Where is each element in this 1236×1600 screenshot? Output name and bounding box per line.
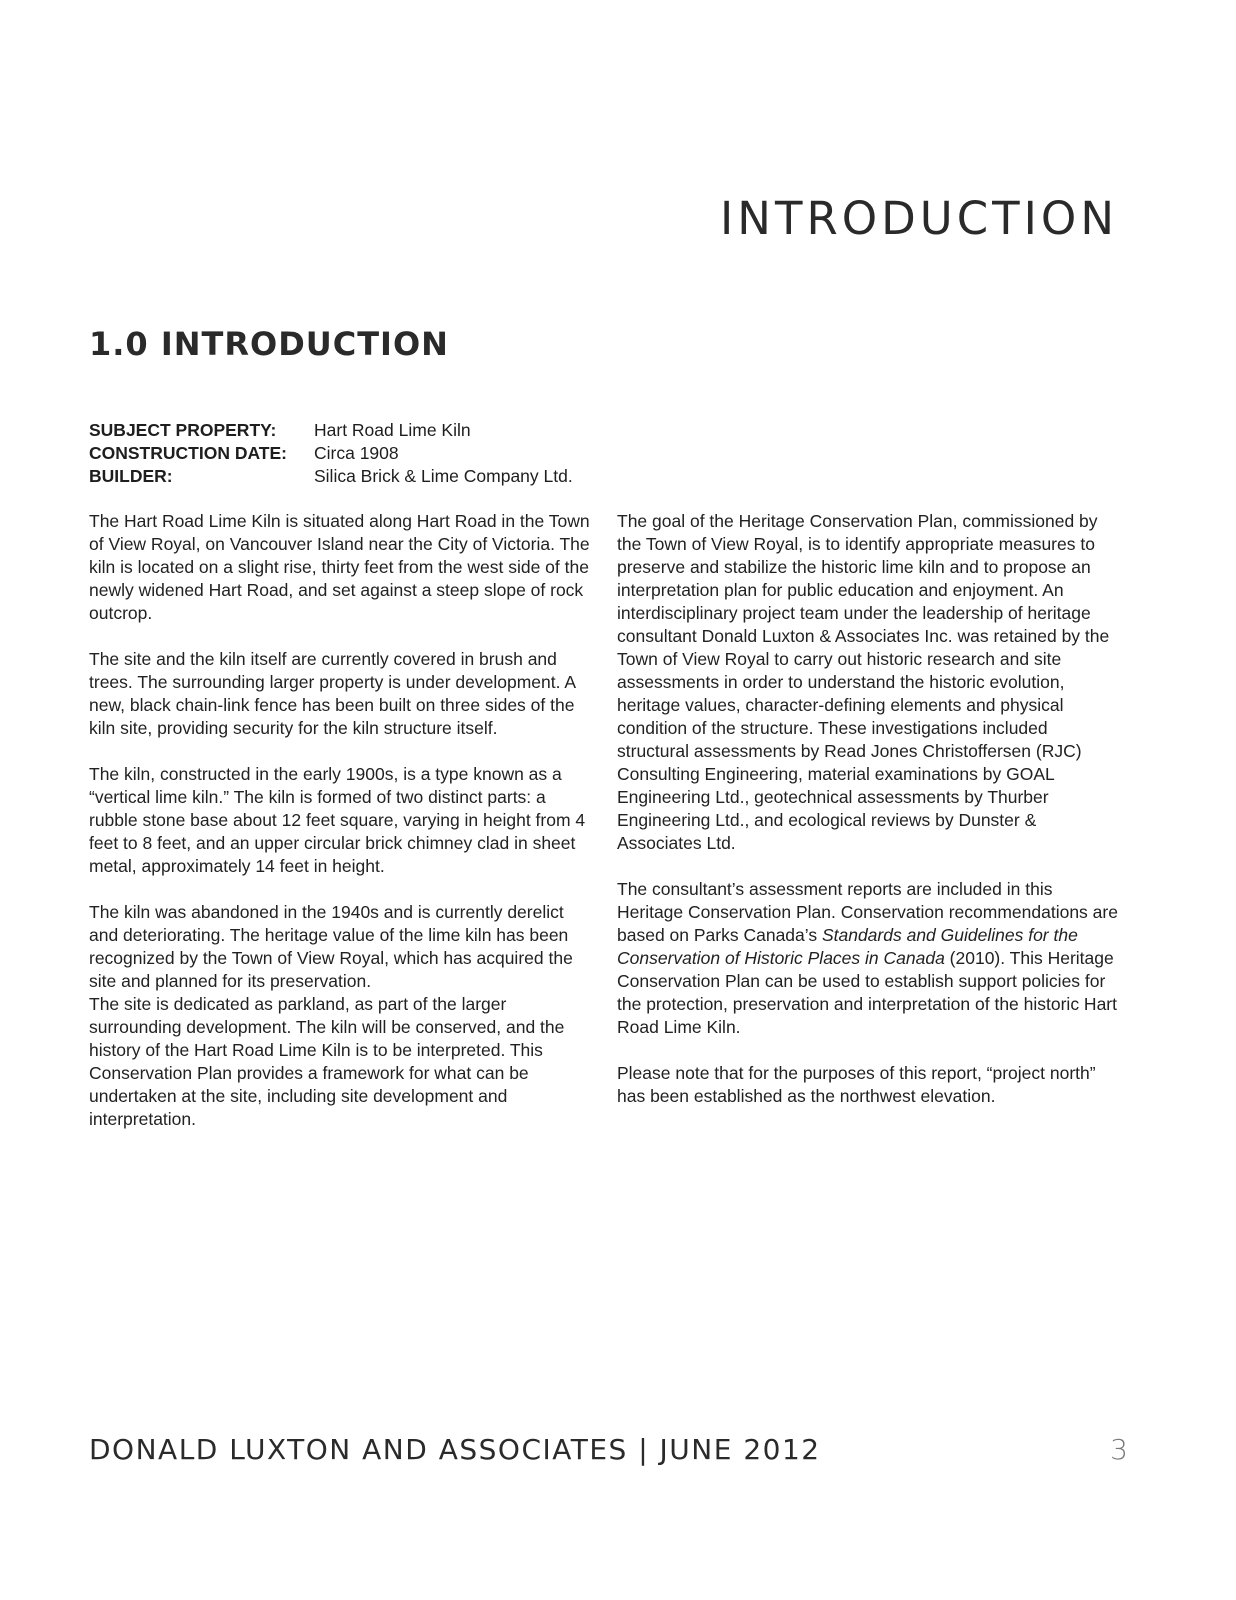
subject-property-value: Hart Road Lime Kiln bbox=[314, 420, 471, 440]
construction-date-label: CONSTRUCTION DATE: bbox=[89, 443, 287, 463]
page-header-title: INTRODUCTION bbox=[720, 192, 1118, 245]
right-paragraph-1: The goal of the Heritage Conservation Plan, commissioned by the Town of View Royal, is to identify appropriate measures to preserve and stabilize the historic lime kiln and to propose an interpretation plan for public education and enjoyment. An interdisciplinary project team under the leadership of heritage consultant Donald Luxton & Associates Inc. was retained by the Town of View Royal to carry out historic research and site assessments in order to understand the historic evolution, heritage values, character-defining elements and physical condition of the structure. These investigations included structural assessments by Read Jones Christoffersen (RJC) Consulting Engineering, material examinations by GOAL Engineering Ltd., geotechnical assessments by Thurber Engineering Ltd., and ecological reviews by Dunster & Associates Ltd. bbox=[617, 511, 1110, 853]
page-number: 3 bbox=[1110, 1433, 1128, 1466]
right-paragraph-2 bbox=[617, 878, 1122, 1039]
left-column bbox=[89, 510, 592, 1154]
right-column bbox=[617, 510, 1122, 1131]
standards-guidelines-title: Standards and Guidelines for the Conservation of Historic Places in Canada bbox=[617, 925, 1078, 968]
left-paragraph-1: The Hart Road Lime Kiln is situated along Hart Road in the Town of View Royal, on Vancouver Island near the City of Victoria. The kiln is located on a slight rise, thirty feet from the west side of the newly widened Hart Road, and set against a steep slope of rock outcrop. bbox=[89, 511, 590, 623]
left-paragraph-4 bbox=[89, 901, 592, 1131]
right-paragraph-3: Please note that for the purposes of this report, “project north” has been established as the northwest elevation. bbox=[617, 1063, 1096, 1106]
right-paragraph-2-start: The consultant’s assessment reports are included in this Heritage Conservation Plan. Conservation recommendations are based on Parks Canada’s bbox=[617, 879, 1118, 945]
left-paragraph-3: The kiln, constructed in the early 1900s, is a type known as a “vertical lime kiln.” The kiln is formed of two distinct parts: a rubble stone base about 12 feet square, varying in height from 4 feet to 8 feet, and an upper circular brick chimney clad in sheet metal, approximately 14 feet in height. bbox=[89, 764, 586, 876]
builder-label: BUILDER: bbox=[89, 466, 173, 486]
left-paragraph-2: The site and the kiln itself are currently covered in brush and trees. The surrounding larger property is under development. A new, black chain-link fence has been built on three sides of the kiln site, providing security for the kiln structure itself. bbox=[89, 649, 576, 738]
subject-property-row bbox=[89, 419, 573, 442]
section-title: 1.0 INTRODUCTION bbox=[89, 325, 449, 363]
property-summary bbox=[89, 419, 573, 488]
builder-row bbox=[89, 465, 573, 488]
subject-property-label: SUBJECT PROPERTY: bbox=[89, 420, 277, 440]
builder-value: Silica Brick & Lime Company Ltd. bbox=[314, 466, 573, 486]
right-paragraph-2-end: (2010). This Heritage Conservation Plan can be used to establish support policies for the protection, preservation and interpretation of the historic Hart Road Lime Kiln. bbox=[617, 948, 1117, 1037]
left-paragraph-4-part-2: The site is dedicated as parkland, as part of the larger surrounding development. The kiln will be conserved, and the history of the Hart Road Lime Kiln is to be interpreted. This Conservation Plan provides a framework for what can be undertaken at the site, including site development and interpretation. bbox=[89, 994, 565, 1129]
construction-date-value: Circa 1908 bbox=[314, 443, 399, 463]
left-paragraph-4-part-1: The kiln was abandoned in the 1940s and is currently derelict and deteriorating. The heritage value of the lime kiln has been recognized by the Town of View Royal, which has acquired the site and planned for its preservation. bbox=[89, 902, 573, 991]
footer-text: DONALD LUXTON AND ASSOCIATES | JUNE 2012 bbox=[89, 1433, 821, 1466]
construction-date-row bbox=[89, 442, 573, 465]
